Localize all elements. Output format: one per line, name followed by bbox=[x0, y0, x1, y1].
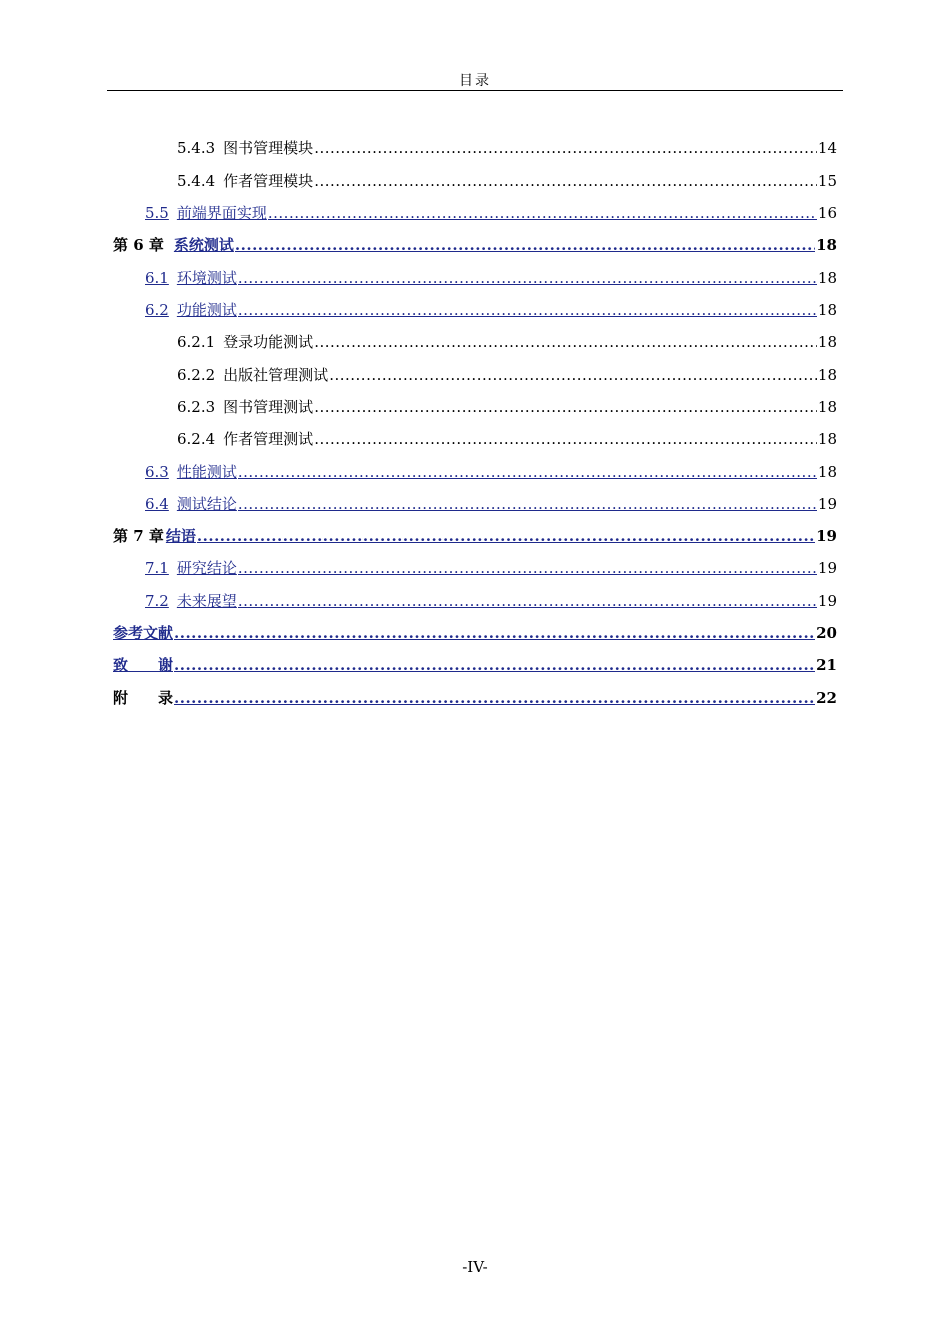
toc-leader bbox=[329, 363, 817, 387]
toc-entry-number: 5.5 bbox=[145, 204, 169, 222]
toc-entry-title: 登录功能测试 bbox=[223, 333, 314, 351]
toc-entry-6-2-1[interactable] bbox=[177, 330, 837, 354]
toc-entry-6-2[interactable] bbox=[145, 298, 837, 322]
toc-entry-page: 16 bbox=[817, 204, 837, 222]
toc-entry-6-2-4[interactable] bbox=[177, 427, 837, 451]
toc-entry-page: 21 bbox=[816, 656, 837, 674]
toc-leader bbox=[235, 233, 815, 257]
toc-entry-appendix[interactable] bbox=[113, 686, 837, 710]
toc-leader bbox=[268, 201, 817, 225]
toc-chapter-prefix: 第 7 章 bbox=[113, 527, 164, 545]
toc-entry-page: 18 bbox=[817, 430, 837, 448]
toc-entry-page: 19 bbox=[817, 495, 837, 513]
toc-entry-title: 作者管理测试 bbox=[223, 430, 314, 448]
toc-entry-7-2[interactable] bbox=[145, 589, 837, 613]
toc-entry-acknowledgements[interactable] bbox=[113, 653, 837, 677]
toc-leader bbox=[238, 492, 817, 516]
toc-entry-page: 18 bbox=[817, 333, 837, 351]
toc-entry-page: 22 bbox=[816, 689, 837, 707]
toc-entry-page: 18 bbox=[817, 398, 837, 416]
toc-entry-6-2-2[interactable] bbox=[177, 363, 837, 387]
header-rule bbox=[107, 90, 843, 91]
toc-leader bbox=[174, 621, 815, 645]
toc-leader bbox=[314, 169, 817, 193]
toc-entry-page: 19 bbox=[817, 592, 837, 610]
page-header-title: 目录 bbox=[459, 73, 491, 89]
toc-entry-6-2-3[interactable] bbox=[177, 395, 837, 419]
toc-leader bbox=[238, 298, 817, 322]
toc-entry-page: 19 bbox=[816, 527, 837, 545]
toc-entry-title: 致 谢 bbox=[113, 656, 174, 674]
toc-entry-page: 18 bbox=[817, 463, 837, 481]
toc-leader bbox=[238, 556, 817, 580]
toc-entry-number: 5.4.3 bbox=[177, 139, 216, 157]
toc-leader bbox=[238, 266, 817, 290]
toc-entry-number: 6.2.4 bbox=[177, 430, 216, 448]
page-number: -IV- bbox=[462, 1258, 488, 1276]
toc-leader bbox=[238, 460, 817, 484]
toc-entry-number: 6.2.1 bbox=[177, 333, 216, 351]
toc-entry-number: 5.4.4 bbox=[177, 172, 216, 190]
toc-leader bbox=[238, 589, 817, 613]
toc-entry-number: 7.1 bbox=[145, 559, 169, 577]
toc-entry-number: 7.2 bbox=[145, 592, 169, 610]
toc-entry-6-4[interactable] bbox=[145, 492, 837, 516]
toc-entry-6-3[interactable] bbox=[145, 460, 837, 484]
toc-entry-references[interactable] bbox=[113, 621, 837, 645]
toc-entry-title: 图书管理测试 bbox=[223, 398, 314, 416]
toc-entry-title: 环境测试 bbox=[176, 269, 237, 287]
toc-entry-title: 研究结论 bbox=[176, 559, 237, 577]
toc-entry-5-4-4[interactable] bbox=[177, 169, 837, 193]
toc-entry-number: 6.2 bbox=[145, 301, 169, 319]
toc-chapter-prefix: 第 6 章 bbox=[113, 236, 164, 254]
toc-entry-number: 6.2.3 bbox=[177, 398, 216, 416]
toc-entry-chapter-7[interactable] bbox=[113, 524, 837, 548]
toc-leader bbox=[314, 395, 817, 419]
toc-entry-number: 6.3 bbox=[145, 463, 169, 481]
toc-entry-page: 15 bbox=[817, 172, 837, 190]
toc-entry-title: 系统测试 bbox=[173, 236, 234, 254]
toc-entry-number: 6.2.2 bbox=[177, 366, 216, 384]
toc-entry-5-5[interactable] bbox=[145, 201, 837, 225]
toc-entry-page: 18 bbox=[816, 236, 837, 254]
toc-entry-5-4-3[interactable] bbox=[177, 136, 837, 160]
toc-entry-7-1[interactable] bbox=[145, 556, 837, 580]
toc-entry-page: 18 bbox=[817, 366, 837, 384]
toc-entry-title: 未来展望 bbox=[176, 592, 237, 610]
toc-entry-title: 测试结论 bbox=[176, 495, 237, 513]
toc-leader bbox=[174, 686, 815, 710]
toc-leader bbox=[314, 427, 817, 451]
toc-entry-page: 19 bbox=[817, 559, 837, 577]
toc-entry-title: 功能测试 bbox=[176, 301, 237, 319]
toc-entry-6-1[interactable] bbox=[145, 266, 837, 290]
toc-entry-title: 结语 bbox=[165, 527, 196, 545]
toc-entry-title: 作者管理模块 bbox=[223, 172, 314, 190]
toc-leader bbox=[197, 524, 815, 548]
toc-entry-page: 18 bbox=[817, 301, 837, 319]
toc-leader bbox=[314, 330, 817, 354]
toc-entry-number: 6.1 bbox=[145, 269, 169, 287]
toc-entry-title: 前端界面实现 bbox=[176, 204, 267, 222]
toc-leader bbox=[314, 136, 817, 160]
toc-entry-title: 性能测试 bbox=[176, 463, 237, 481]
toc-entry-title: 附 录 bbox=[113, 689, 174, 707]
toc-entry-title: 图书管理模块 bbox=[223, 139, 314, 157]
toc-entry-title: 参考文献 bbox=[113, 624, 174, 642]
toc-entry-chapter-6[interactable] bbox=[113, 233, 837, 257]
toc-entry-page: 18 bbox=[817, 269, 837, 287]
toc-entry-page: 20 bbox=[816, 624, 837, 642]
toc-entry-title: 出版社管理测试 bbox=[223, 366, 329, 384]
toc-entry-number: 6.4 bbox=[145, 495, 169, 513]
toc-entry-page: 14 bbox=[817, 139, 837, 157]
toc-leader bbox=[174, 653, 815, 677]
